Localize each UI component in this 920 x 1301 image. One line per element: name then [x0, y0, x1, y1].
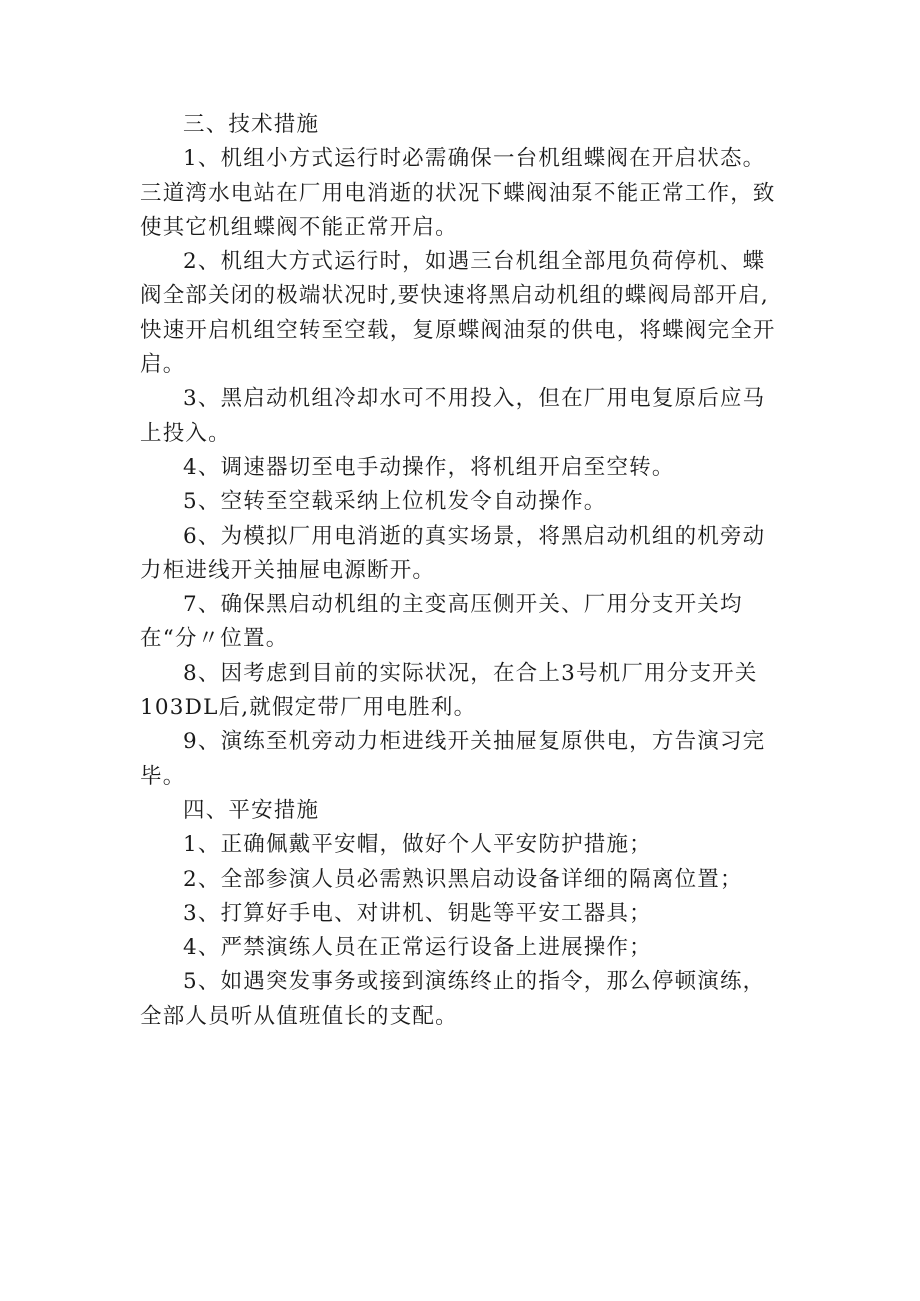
technical-item-8: 8、因考虑到目前的实际状况，在合上3号机厂用分支开关103DL后,就假定带厂用电胜利。 — [140, 660, 758, 721]
section-heading-technical-measures: 三、技术措施 — [183, 112, 320, 137]
safety-item-2: 2、全部参演人员必需熟识黑启动设备详细的隔离位置； — [183, 866, 743, 892]
technical-item-5: 5、空转至空载采纳上位机发令自动操作。 — [183, 489, 607, 515]
technical-item-1: 1、机组小方式运行时必需确保一台机组蝶阀在开启状态。三道湾水电站在厂用电消逝的状况下蝶阀油泵不能正常工作，致使其它机组蝶阀不能正常开启。 — [140, 146, 776, 240]
technical-item-9: 9、演练至机旁动力柜进线开关抽屉复原供电，方告演习完毕。 — [140, 729, 766, 789]
safety-item-3: 3、打算好手电、对讲机、钥匙等平安工器具； — [183, 900, 652, 926]
technical-item-6: 6、为模拟厂用电消逝的真实场景，将黑启动机组的机旁动力柜进线开关抽屉电源断开。 — [140, 523, 766, 583]
safety-item-4: 4、严禁演练人员在正常运行设备上进展操作； — [183, 935, 652, 961]
technical-item-3: 3、黑启动机组冷却水可不用投入，但在厂用电复原后应马上投入。 — [140, 386, 766, 446]
safety-item-1: 1、正确佩戴平安帽，做好个人平安防护措施； — [183, 832, 652, 858]
safety-item-5: 5、如遇突发事务或接到演练终止的指令，那么停顿演练，全部人员听从值班值长的支配。 — [140, 969, 766, 1029]
document-body — [140, 108, 788, 1034]
section-heading-safety-measures: 四、平安措施 — [183, 797, 320, 823]
technical-item-4: 4、调速器切至电手动操作，将机组开启至空转。 — [183, 454, 675, 480]
technical-item-7: 7、确保黑启动机组的主变高压侧开关、厂用分支开关均在“分〃位置。 — [140, 592, 743, 652]
technical-item-2: 2、机组大方式运行时，如遇三台机组全部甩负荷停机、蝶阀全部关闭的极端状况时,要快速将黑启动机组的蝶阀局部开启,快速开启机组空转至空载，复原蝶阀油泵的供电，将蝶阀完全开启。 — [140, 249, 776, 378]
